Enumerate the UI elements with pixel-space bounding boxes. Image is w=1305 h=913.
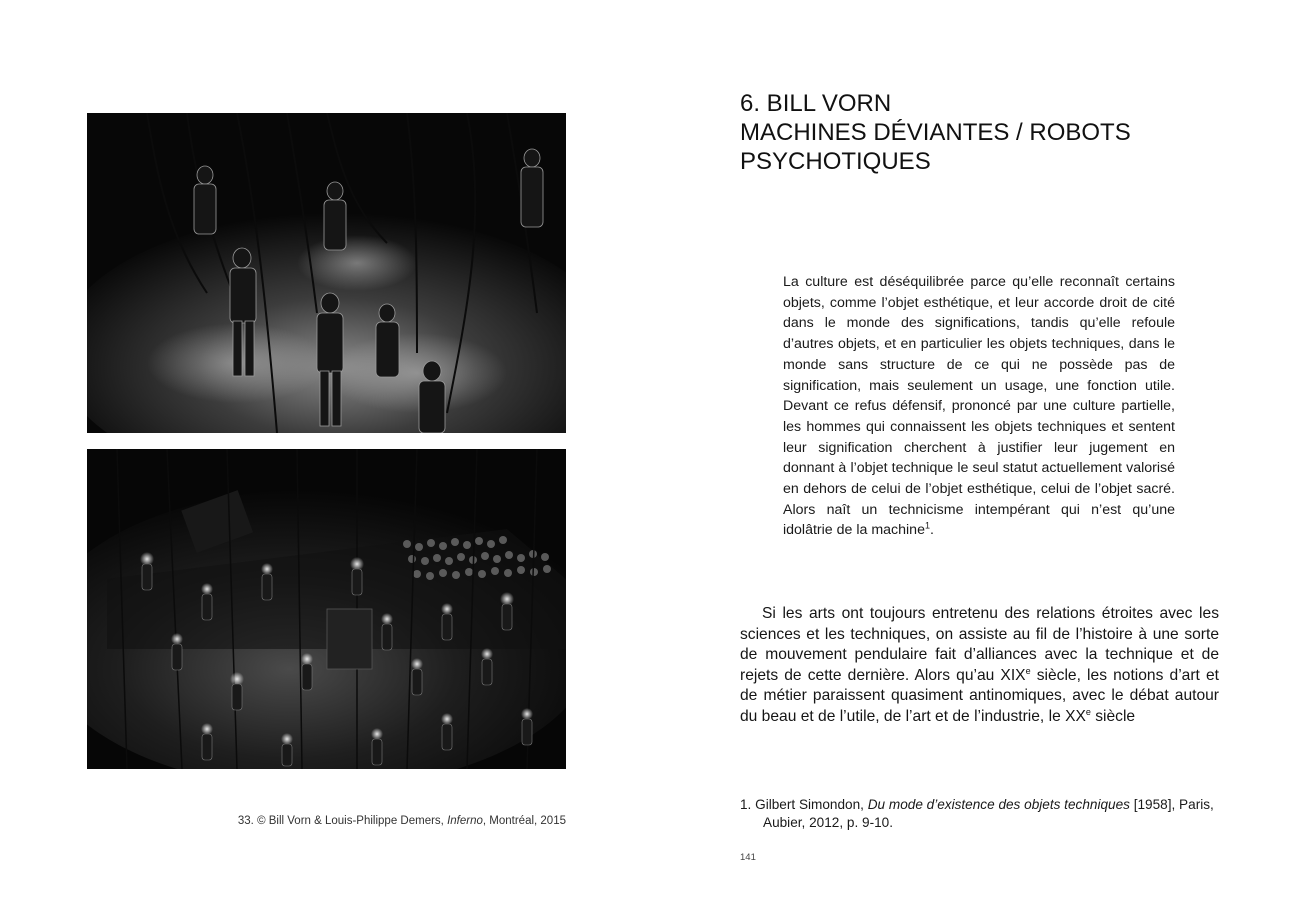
chapter-title-line-1: 6. BILL VORN [740, 90, 892, 117]
quote-text: La culture est déséquilibrée parce qu’elle reconnaît certains objets, comme l’objet esthétique, et leur accorde droit de cité dans le monde des significations, tandis qu’elle refoule d’autres objets, et en particulier les objets techniques, dans le monde sans structure de ce qui ne possède pas de signification, mais seulement un usage, une fonction utile. Devant ce refus défensif, prononcé par une culture partielle, les hommes qui connaissent les objets techniques et sentent leur signification cherchent à justifier leur jugement en donnant à l’objet technique le seul statut actuellement valorisé en dehors de celui de l’objet esthétique, celui de l’objet sacré. Alors naît un technicisme intempérant qui n’est qu’une idolâtrie de la machine [783, 274, 1175, 539]
footnote [740, 796, 1220, 832]
inferno-photo-top [87, 113, 566, 433]
caption-work-title: Inferno [447, 815, 483, 827]
page-number: 141 [740, 852, 756, 863]
paragraph-part-3: siècle [1090, 707, 1136, 725]
century-superscript-1: e [1025, 665, 1031, 676]
footnote-number: 1. [740, 797, 756, 812]
caption-suffix: , Montréal, 2015 [482, 815, 566, 827]
footnote-work-title: Du mode d’existence des objets techniques [867, 797, 1130, 812]
inferno-photo-bottom [87, 449, 566, 769]
paragraph-part-1: Si les arts ont toujours entretenu des relations étroites avec les sciences et les techniques, on assiste au fil de l’histoire à une sorte de mouvement pendulaire fait d’alliances avec la technique et de rejets de cette dernière. Alors qu’au XIX [740, 605, 1219, 684]
photo-top-illustration [87, 113, 566, 433]
paragraph-part-2: siècle, les notions d’art et de métier paraissent quasiment antinomiques, avec le débat autour du beau et de l’utile, de l’art et de l’industrie, le XX [740, 666, 1220, 725]
epigraph-quote: La culture est déséquilibrée parce qu’elle reconnaît certains objets, comme l’objet esthétique, et leur accorde droit de cité dans le monde des significations, tandis qu’elle refoule d’autres objets, et en particulier les objets techniques, dans le monde sans structure de ce qui ne possède pas de signification, mais seulement un usage, une fonction utile. Devant ce refus défensif, prononcé par une culture partielle, les hommes qui connaissent les objets techniques et sentent leur signification cherchent à justifier leur jugement en donnant à l’objet technique le seul statut actuellement valorisé en dehors de celui de l’objet esthétique, celui de l’objet sacré. Alors naît un technicisme intempérant qui n’est qu’une idolâtrie de la machine$^1$. [783, 274, 1175, 539]
chapter-title-line-3: PSYCHOTIQUES [740, 148, 931, 175]
footnote-reference: 1 [924, 520, 930, 531]
caption-prefix: 33. © Bill Vorn & Louis-Philippe Demers, [237, 815, 448, 827]
chapter-title [740, 89, 1220, 176]
chapter-title-line-2: MACHINES DÉVIANTES / ROBOTS [740, 119, 1131, 146]
photo-caption [200, 815, 566, 827]
footnote-author: Gilbert Simondon, [755, 797, 868, 812]
body-paragraph [740, 604, 1219, 728]
century-superscript-2: e [1085, 706, 1091, 717]
photo-bottom-illustration [87, 449, 566, 769]
footnote-rest: [1958], Paris, Aubier, 2012, p. 9-10. [763, 797, 1214, 830]
